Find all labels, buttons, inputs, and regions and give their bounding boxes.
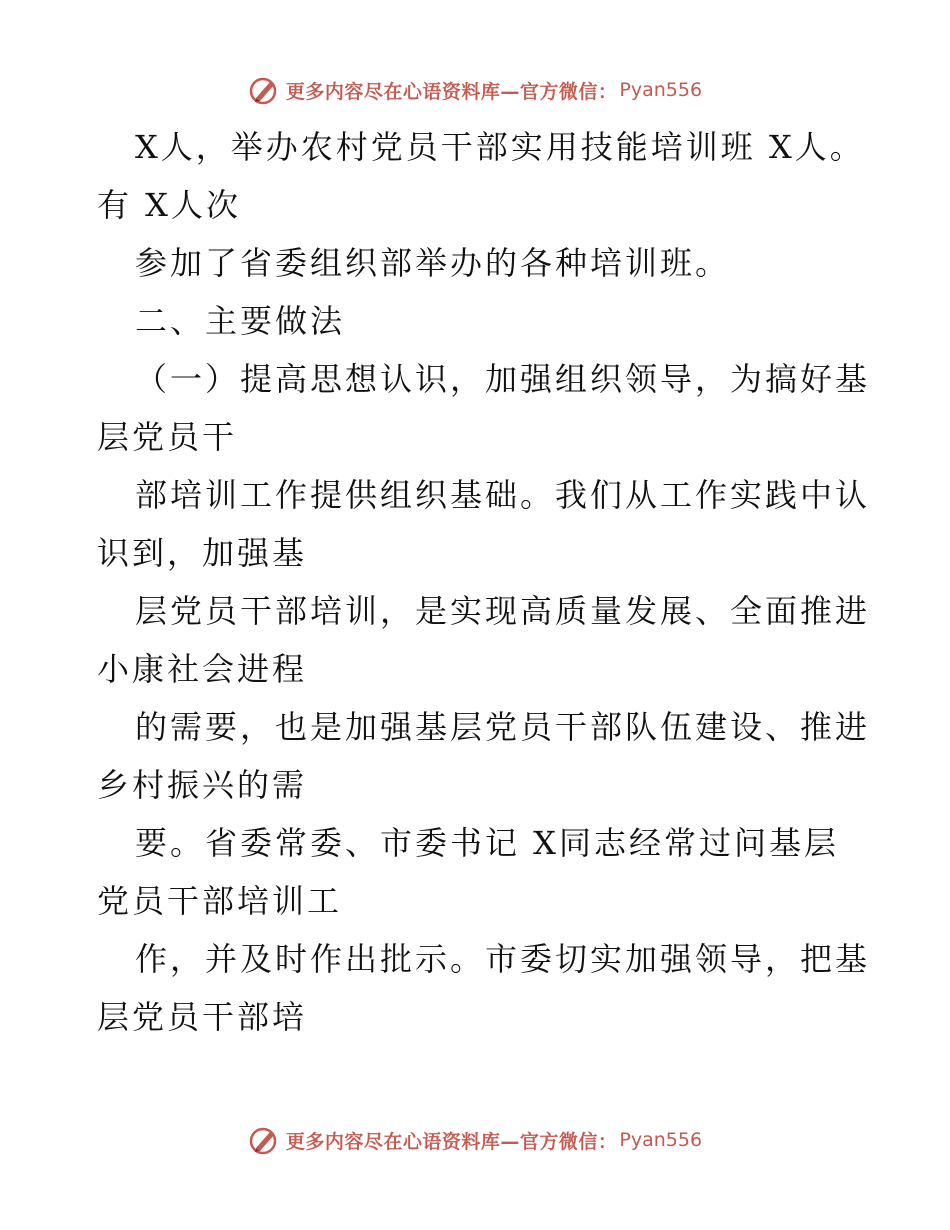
- text-line: 乡村振兴的需: [97, 766, 308, 804]
- pen-logo-icon: [248, 74, 280, 106]
- text-line: 党员干部培训工: [97, 882, 343, 920]
- text-line: 部培训工作提供组织基础。我们从工作实践中认: [135, 476, 871, 514]
- document-body: [97, 118, 887, 1046]
- text-line: 层党员干部培: [97, 998, 308, 1036]
- watermark-text: 更多内容尽在心语资料库—官方微信：: [285, 80, 618, 103]
- text-line: 识到，加强基: [97, 534, 308, 572]
- header-watermark: [0, 70, 950, 110]
- text-line: 的需要，也是加强基层党员干部队伍建设、推进: [135, 708, 871, 746]
- text-line: 小康社会进程: [97, 650, 308, 688]
- text-line: 层党员干: [97, 418, 238, 456]
- text-line: 要。省委常委、市委书记 X同志经常过问基层: [135, 824, 839, 862]
- pen-logo-icon: [248, 1124, 280, 1156]
- text-line: 参加了省委组织部举办的各种培训班。: [135, 244, 731, 282]
- text-line: X人，举办农村党员干部实用技能培训班 X人。: [135, 128, 865, 166]
- text-line: （一）提高思想认识，加强组织领导，为搞好基: [135, 360, 871, 398]
- watermark-text: 更多内容尽在心语资料库—官方微信：: [285, 1130, 618, 1153]
- text-line: 有 X人次: [97, 186, 241, 224]
- text-line: 二、主要做法: [135, 302, 346, 340]
- text-line: 作，并及时作出批示。市委切实加强领导，把基: [135, 940, 871, 978]
- watermark-wechat-id: Pyan556: [619, 79, 703, 101]
- watermark-wechat-id: Pyan556: [619, 1129, 703, 1151]
- footer-watermark: [0, 1120, 950, 1160]
- text-line: 层党员干部培训，是实现高质量发展、全面推进: [135, 592, 871, 630]
